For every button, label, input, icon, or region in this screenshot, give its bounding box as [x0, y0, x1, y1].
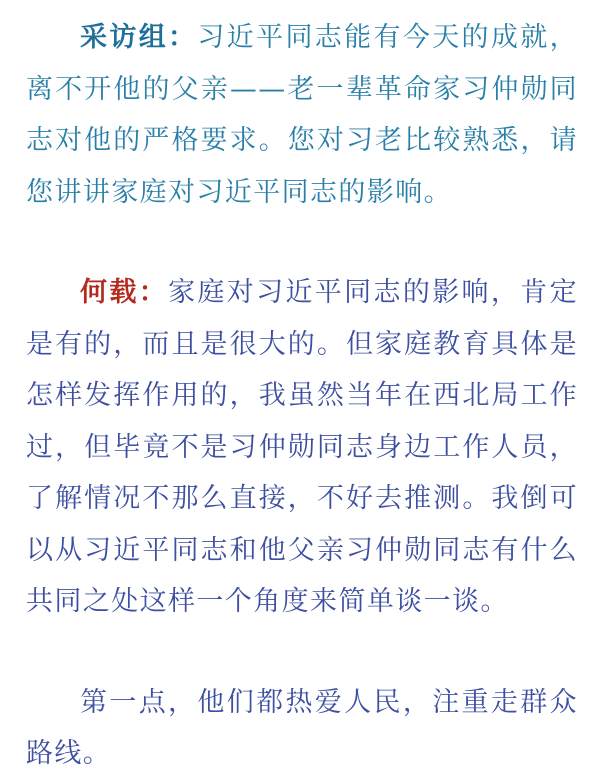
point-one-text: 第一点，他们都热爱人民，注重走群众路线。 [26, 686, 578, 769]
paragraph-gap [26, 628, 578, 677]
interviewer-label: 采访组： [80, 22, 198, 53]
point-one-paragraph [26, 677, 578, 780]
paragraph-gap [26, 218, 578, 267]
interviewee-label: 何载： [80, 277, 169, 308]
question-text: 习近平同志能有今天的成就，离不开他的父亲——老一辈革命家习仲勋同志对他的严格要求。您对习老比较熟悉，请您讲讲家庭对习近平同志的影响。 [26, 22, 578, 208]
answer-text: 家庭对习近平同志的影响，肯定是有的，而且是很大的。但家庭教育具体是怎样发挥作用的，我虽然当年在西北局工作过，但毕竟不是习仲勋同志身边工作人员，了解情况不那么直接，不好去推测。我倒可以从习近平同志和他父亲习仲勋同志有什么共同之处这样一个角度来简单谈一谈。 [26, 277, 579, 617]
answer-paragraph [26, 267, 578, 628]
question-paragraph [26, 12, 578, 218]
